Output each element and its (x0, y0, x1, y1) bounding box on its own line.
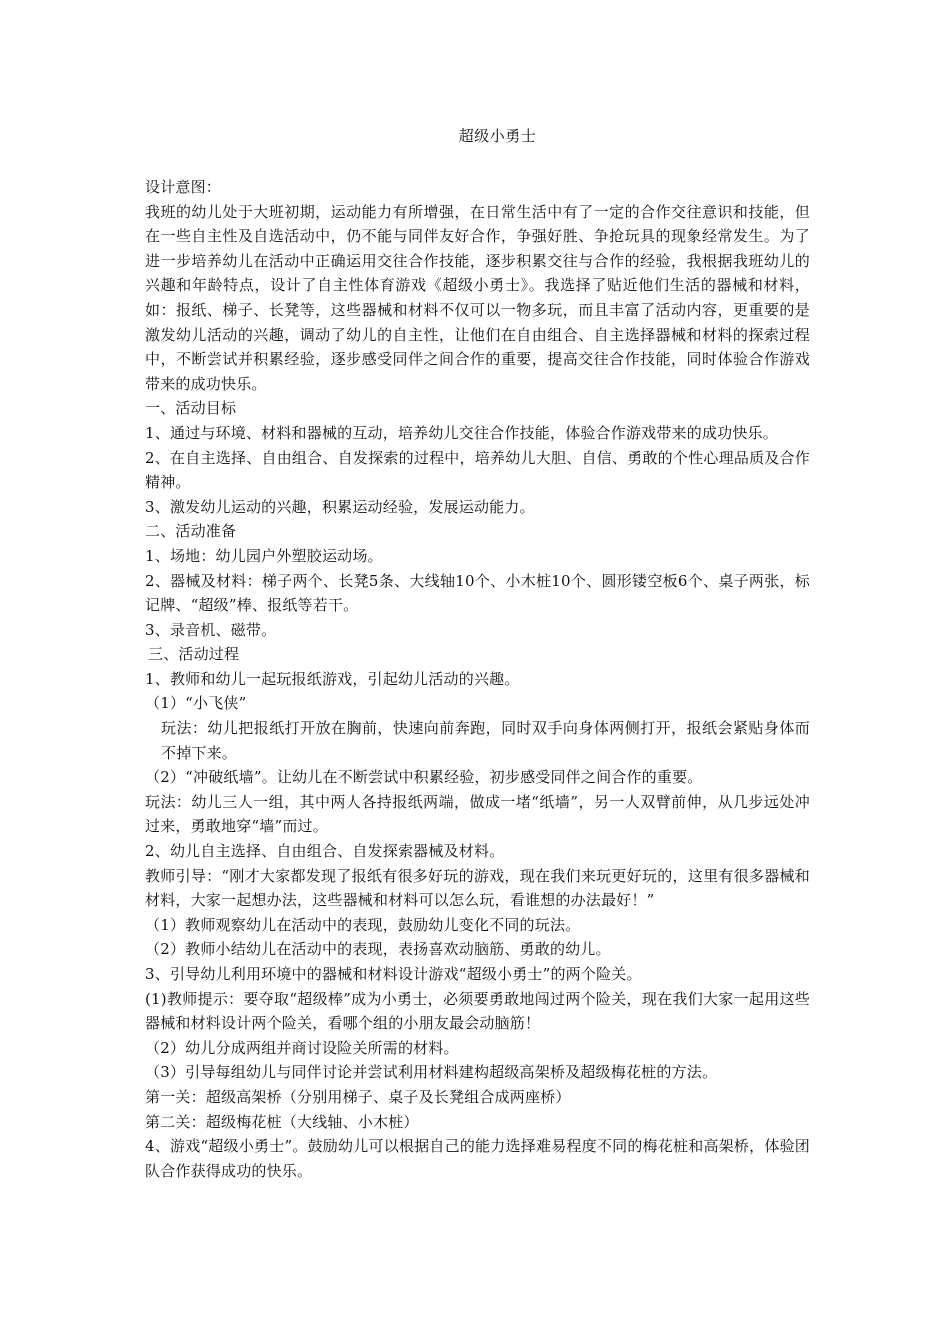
paragraph-design-intent-body: 我班的幼儿处于大班初期，运动能力有所增强，在日常生活中有了一定的合作交往意识和技能，但在一些自主性及自选活动中，仍不能与同伴友好合作，争强好胜、争抢玩具的现象经常发生。为了进一步培养幼儿在活动中正确运用交往合作技能，逐步积累交往与合作的经验，我根据我班幼儿的兴趣和年龄特点，设计了自主性体育游戏《超级小勇士》。我选择了贴近他们生活的器械和材料，如：报纸、梯子、长凳等，这些器械和材料不仅可以一物多玩，而且丰富了活动内容，更重要的是激发幼儿活动的兴趣，调动了幼儿的自主性，让他们在自由组合、自主选择器械和材料的探索过程中，不断尝试并积累经验，逐步感受同伴之间合作的重要，提高交往合作技能，同时体验合作游戏带来的成功快乐。 (145, 202, 810, 393)
section-heading-preparation: 二、活动准备 (145, 522, 237, 541)
list-item-goal-3: 3、激发幼儿运动的兴趣，积累运动经验，发展运动能力。 (145, 497, 535, 516)
level-two: 第二关：超级梅花桩（大线轴、小木桩） (145, 1112, 419, 1131)
sub-item-little-flyer: （1）“小飞侠” (145, 694, 247, 713)
play-method-little-flyer: 玩法：幼儿把报纸打开放在胸前，快速向前奔跑，同时双手向身体两侧打开，报纸会紧贴身体而不掉下来。 (161, 719, 810, 762)
paragraph-design-intent-heading: 设计意图： (145, 178, 222, 196)
document-page (145, 124, 810, 1183)
list-item-prep-1: 1、场地：幼儿园户外塑胶运动场。 (145, 546, 383, 565)
list-item-goal-1: 1、通过与环境、材料和器械的互动，培养幼儿交往合作技能，体验合作游戏带来的成功快乐。 (145, 423, 778, 442)
play-method-paper-wall: 玩法：幼儿三人一组，其中两人各持报纸两端，做成一堵“纸墙”，另一人双臂前伸，从几步远处冲过来，勇敢地穿“墙”而过。 (145, 792, 810, 836)
sub-item-guide-build: （3）引导每组幼儿与同伴讨论并尝试利用材料建构超级高架桥及超级梅花桩的方法。 (145, 1063, 718, 1082)
sub-item-observe: （1）教师观察幼儿在活动中的表现，鼓励幼儿变化不同的玩法。 (145, 915, 581, 934)
sub-item-group-discuss: （2）幼儿分成两组并商讨设险关所需的材料。 (145, 1038, 459, 1057)
list-item-process-4: 4、游戏“超级小勇士”。鼓励幼儿可以根据自己的能力选择难易程度不同的梅花桩和高架桥，体验团队合作获得成功的快乐。 (145, 1137, 810, 1180)
list-item-goal-2: 2、在自主选择、自由组合、自发探索的过程中，培养幼儿大胆、自信、勇敢的个性心理品质及合作精神。 (145, 448, 810, 492)
teacher-guidance: 教师引导：“刚才大家都发现了报纸有很多好玩的游戏，现在我们来玩更好玩的，这里有很多器械和材料，大家一起想办法，这些器械和材料可以怎么玩，看谁想的办法最好！” (145, 866, 810, 910)
list-item-prep-3: 3、录音机、磁带。 (145, 620, 277, 639)
list-item-process-1: 1、教师和幼儿一起玩报纸游戏，引起幼儿活动的兴趣。 (145, 669, 520, 688)
list-item-process-2: 2、幼儿自主选择、自由组合、自发探索器械及材料。 (145, 842, 505, 861)
sub-item-teacher-hint: (1)教师提示：要夺取“超级棒”成为小勇士，必须要勇敢地闯过两个险关，现在我们大家一起用这些器械和材料设计两个险关，看哪个组的小朋友最会动脑筋！ (145, 989, 810, 1033)
list-item-process-3: 3、引导幼儿利用环境中的器械和材料设计游戏“超级小勇士”的两个险关。 (145, 965, 642, 983)
sub-item-summary: （2）教师小结幼儿在活动中的表现，表扬喜欢动脑筋、勇敢的幼儿。 (145, 940, 611, 959)
sub-item-break-paper-wall: （2）“冲破纸墙”。让幼儿在不断尝试中积累经验，初步感受同伴之间合作的重要。 (145, 768, 703, 787)
list-item-prep-2: 2、器械及材料：梯子两个、长凳5条、大线轴10个、小木桩10个、圆形镂空板6个、桌子两张，标记牌、“超级”棒、报纸等若干。 (145, 571, 810, 615)
document-title: 超级小勇士 (458, 127, 537, 145)
level-one: 第一关：超级高架桥（分别用梯子、桌子及长凳组合成两座桥） (145, 1087, 571, 1106)
section-heading-goals: 一、活动目标 (145, 399, 237, 418)
section-heading-process: 三、活动过程 (148, 645, 240, 664)
